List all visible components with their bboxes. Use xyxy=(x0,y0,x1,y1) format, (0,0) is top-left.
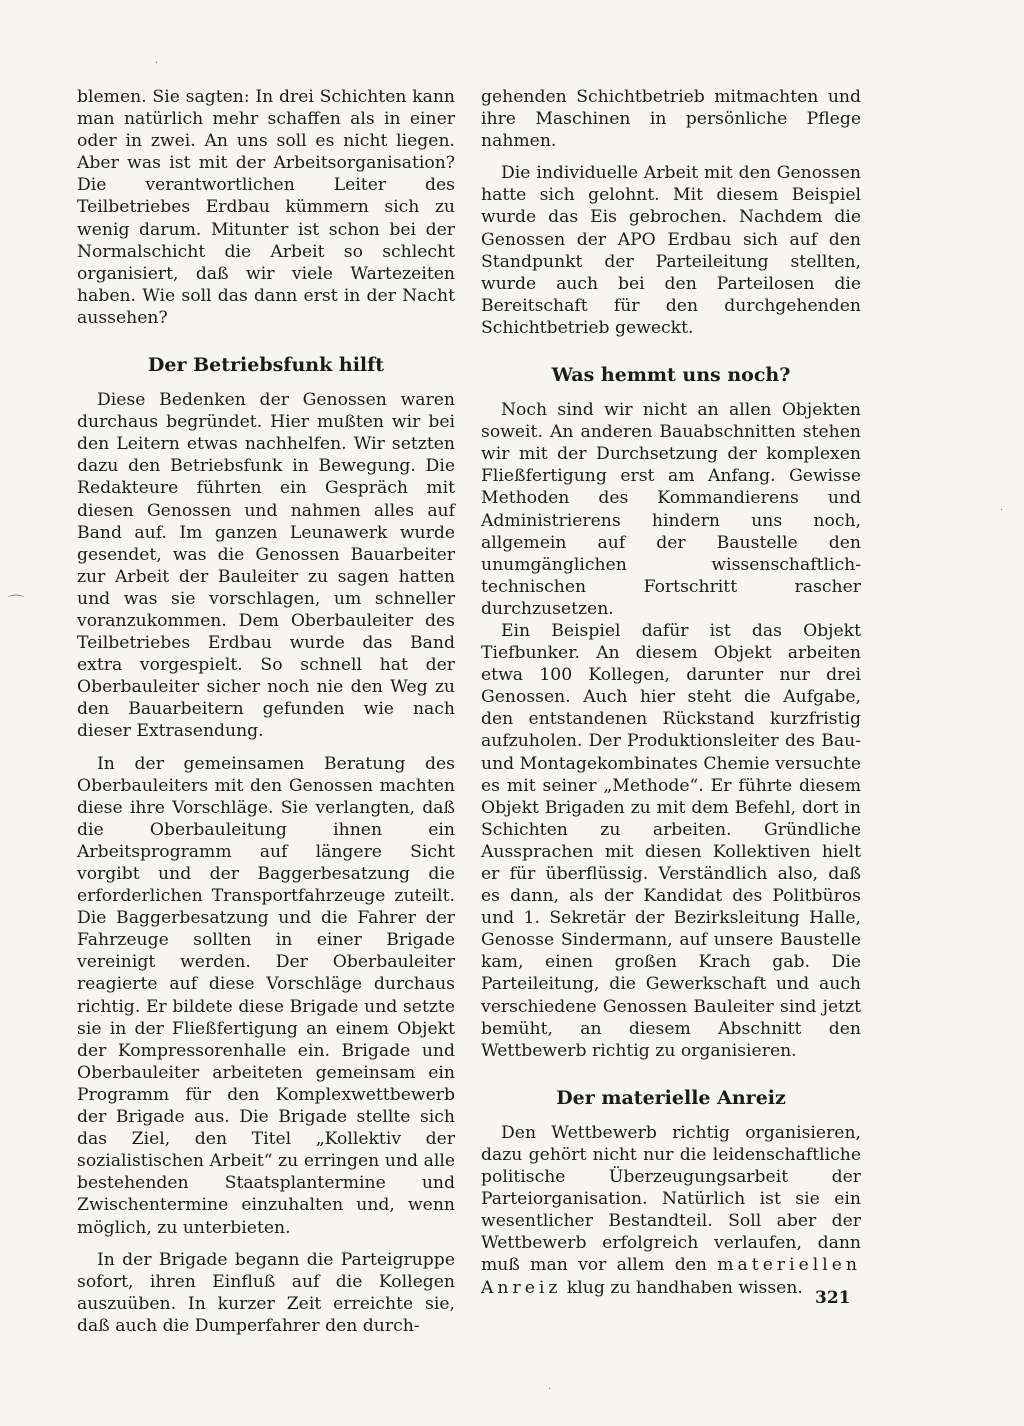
paragraph: Ein Beispiel dafür ist das Objekt Tiefbunker. An diesem Objekt arbeiten etwa 100 Kollegen, darunter nur drei Genossen. Auch hier steht die Aufgabe, den entstandenen Rückstand kurzfristig aufzuholen. Der Produktionsleiter des Bau- und Montagekombinates Chemie versuchte es mit seiner „Methode“. Er führte diesem Objekt Brigaden zu mit dem Befehl, dort in Schichten zu arbeiten. Gründliche Aussprachen mit diesen Kollektiven hielt er für überflüssig. Verständlich also, daß es dann, als der Kandidat des Politbüros und 1. Sekretär der Bezirksleitung Halle, Genosse Sindermann, auf unsere Baustelle kam, einen großen Krach gab. Die Parteileitung, die Gewerkschaft und auch verschiedene Genossen Bauleiter sind jetzt bemüht, an diesem Abschnitt den Wettbewerb richtig zu organisieren. xyxy=(481,620,861,1061)
paragraph: blemen. Sie sagten: In drei Schichten kann man natürlich mehr schaffen als in einer oder in zwei. An uns soll es nicht liegen. Aber was ist mit der Arbeitsorganisation? Die verantwortlichen Leiter des Teilbetriebes Erdbau kümmern sich zu wenig darum. Mitunter ist schon bei der Normalschicht die Arbeit so schlecht organisiert, daß wir viele Wartezeiten haben. Wie soll das dann erst in der Nacht aussehen? xyxy=(77,87,455,328)
paragraph: Diese Bedenken der Genossen waren durchaus begründet. Hier mußten wir bei den Leitern etwas nachhelfen. Wir setzten dazu den Betriebsfunk in Bewegung. Die Redakteure führten ein Gespräch mit diesen Genossen und nahmen alles auf Band auf. Im ganzen Leunawerk wurde gesendet, was die Genossen Bauarbeiter zur Arbeit der Bauleiter zu sagen hatten und was sie vorschlagen, um schneller voranzukommen. Dem Oberbauleiter des Teilbetriebes Erdbau wurde das Band extra vorgespielt. So schnell hat der Oberbauleiter sicher noch nie den Weg zu den Bauarbeitern gefunden wie nach dieser Extrasendung. xyxy=(77,390,455,742)
paragraph-text: klug zu handhaben wissen. xyxy=(566,1277,803,1298)
section-heading: Der materielle Anreiz xyxy=(556,1086,786,1109)
left-column xyxy=(77,86,455,1337)
page-number: 321 xyxy=(815,1288,851,1308)
paragraph: gehenden Schichtbetrieb mitmachten und ihre Maschinen in persönliche Pflege nahmen. xyxy=(481,87,861,152)
paragraph-text: Den Wettbewerb richtig organisieren, dazu gehört nicht nur die leidenschaftliche politische Überzeugungsarbeit der Parteiorganisation. Natürlich ist sie ein wesentlicher Bestandteil. Soll aber der Wettbewerb erfolgreich verlaufen, dann muß man vor allem den xyxy=(481,1122,861,1276)
paragraph xyxy=(481,1122,861,1299)
emphasized-text: materiellen Anreiz xyxy=(481,1255,861,1298)
section-heading: Was hemmt uns noch? xyxy=(551,364,791,387)
scan-speck: · xyxy=(548,1384,552,1395)
scan-speck: · xyxy=(155,58,159,69)
paragraph: In der Brigade begann die Parteigruppe sofort, ihren Einfluß auf die Kollegen auszuüben. In kurzer Zeit erreichte sie, daß auch die Dumperfahrer den durch- xyxy=(77,1249,455,1336)
paragraph: Noch sind wir nicht an allen Objekten soweit. An anderen Bauabschnitten stehen wir mit der Durchsetzung der komplexen Fließfertigung erst am Anfang. Gewisse Methoden des Kommandierens und Administrierens hindern uns noch, allgemein auf der Baustelle den unumgänglichen wissenschaftlich-technischen Fortschritt rascher durchzusetzen. xyxy=(481,400,861,619)
scan-speck: · xyxy=(1000,505,1004,516)
scan-mark: ⌒ xyxy=(8,593,25,612)
paragraph: In der gemeinsamen Beratung des Oberbauleiters mit den Genossen machten diese ihre Vorschläge. Sie verlangten, daß die Oberbauleitung ihnen ein Arbeitsprogramm auf längere Sicht vorgibt und der Baggerbesatzung die erforderlichen Transportfahrzeuge zuteilt. Die Baggerbesatzung und die Fahrer der Fahrzeuge sollten in einer Brigade vereinigt werden. Der Oberbauleiter reagierte auf diese Vorschläge durchaus richtig. Er bildete diese Brigade und setzte sie in der Fließfertigung an einem Objekt der Kompressorenhalle ein. Brigade und Oberbauleiter arbeiteten gemeinsam ein Programm für den Komplexwettbewerb der Brigade aus. Die Brigade stellte sich das Ziel, den Titel „Kollektiv der sozialistischen Arbeit“ zu erringen und alle bestehenden Staatsplantermine und Zwischentermine einzuhalten und, wenn möglich, zu unterbieten. xyxy=(77,753,455,1238)
right-column xyxy=(481,86,861,1299)
paragraph: Die individuelle Arbeit mit den Genossen hatte sich gelohnt. Mit diesem Beispiel wurde das Eis gebrochen. Nachdem die Genossen der APO Erdbau sich auf den Standpunkt der Parteileitung stellten, wurde auch bei den Parteilosen die Bereitschaft für den durchgehenden Schichtbetrieb geweckt. xyxy=(481,163,861,338)
section-heading: Der Betriebsfunk hilft xyxy=(147,354,385,377)
